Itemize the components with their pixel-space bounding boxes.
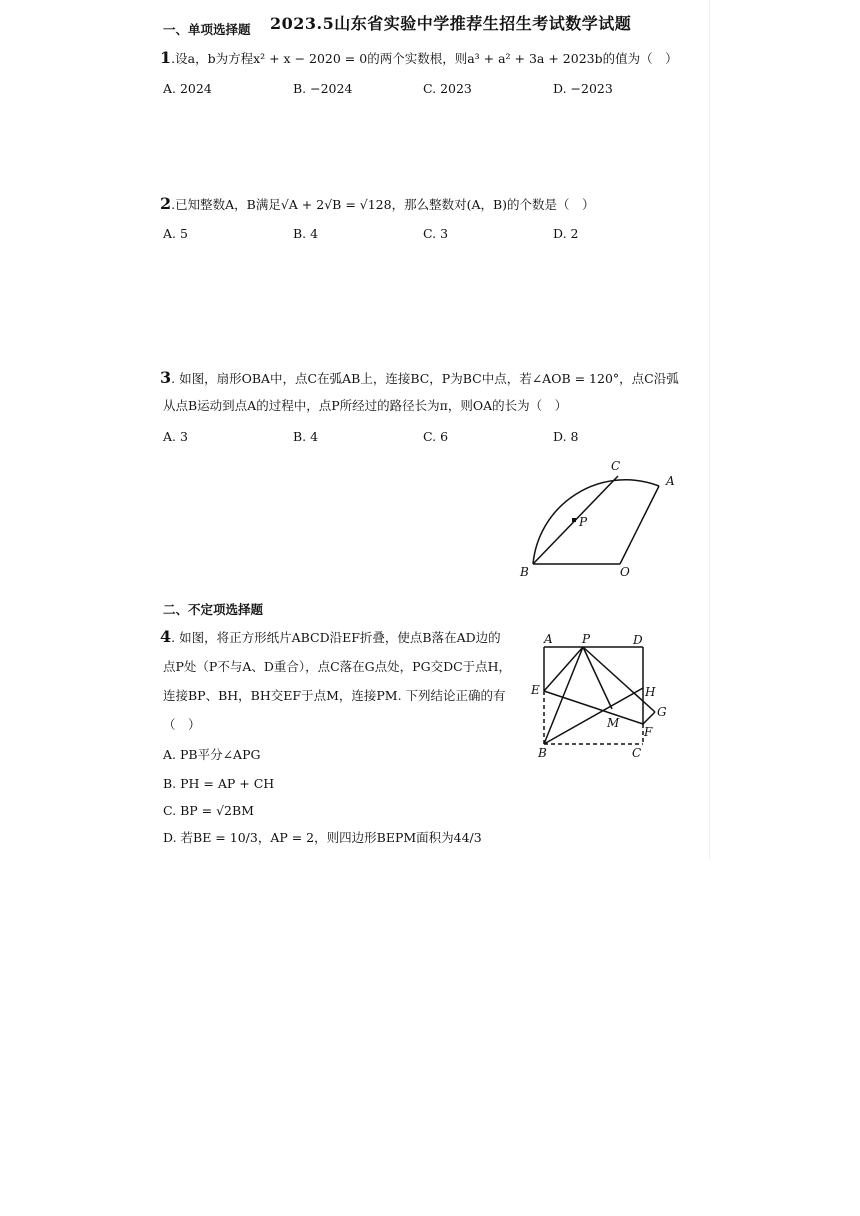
question-4-line-3: 连接BP、BH，BH交EF于点M，连接PM. 下列结论正确的有 [163,688,506,703]
question-2-number: 2 [160,194,172,213]
label-o: O [620,565,630,579]
q3-option-a: A. 3 [163,429,188,444]
question-3-text-1: . 如图，扇形OBA中，点C在弧AB上，连接BC，P为BC中点，若∠AOB = 120°，点C沿弧 [171,371,679,386]
question-1 [160,50,678,67]
q4-option-b: B. PH = AP + CH [163,776,275,791]
q3-option-d: D. 8 [553,429,579,444]
label-g: G [657,705,667,719]
question-1-text: .设a，b为方程x² + x − 2020 = 0的两个实数根，则a³ + a² + 3a + 2023b的值为（ ） [171,51,678,66]
q4-option-c: C. BP = √2BM [163,803,254,818]
q3-option-c: C. 6 [423,429,449,444]
label-p: P [579,515,588,529]
q2-option-d: D. 2 [553,226,579,241]
label-p: P [582,632,591,646]
arc-ab [533,480,659,564]
page-edge [709,0,710,860]
q1-option-b: B. −2024 [293,81,353,96]
question-3-number: 3 [160,368,172,387]
q2-option-b: B. 4 [293,226,319,241]
midpoint-p-marker [572,518,576,522]
q4-option-a: A. PB平分∠APG [163,747,261,762]
label-m: M [607,716,620,730]
segment-pm [583,647,612,709]
radius-oa [620,486,659,564]
label-c: C [632,746,642,760]
question-2-text: .已知整数A，B满足√A + 2√B = √128，那么整数对(A，B)的个数是（ ） [171,197,595,212]
question-4-number: 4 [160,627,172,646]
exam-title: 2023.5山东省实验中学推荐生招生考试数学试题 [270,14,632,33]
question-3-line-1 [160,370,679,387]
q2-option-a: A. 5 [163,226,188,241]
label-d: D [633,633,643,647]
folded-square-figure [527,628,677,763]
q1-option-d: D. −2023 [553,81,613,96]
label-b: B [538,746,547,760]
label-c: C [611,459,621,473]
section-heading-multi-choice: 二、不定项选择题 [163,602,264,617]
question-4-line-2: 点P处（P不与A、D重合），点C落在G点处，PG交DC于点H， [163,659,512,674]
segment-gf [643,712,655,724]
segment-ep [544,647,583,691]
segment-bp [544,647,583,744]
q3-option-b: B. 4 [293,429,319,444]
label-h: H [645,685,656,699]
question-4-line-4: （ ） [163,717,201,732]
q1-option-c: C. 2023 [423,81,472,96]
label-a: A [544,632,553,646]
question-3-line-2: 从点B运动到点A的过程中，点P所经过的路径长为π，则OA的长为（ ） [163,398,568,413]
question-4-text-1: . 如图，将正方形纸片ABCD沿EF折叠，使点B落在AD边的 [171,630,501,645]
label-a: A [666,474,675,488]
label-f: F [644,725,653,739]
question-4-line-1 [160,629,501,646]
label-b: B [520,565,529,579]
sector-figure [510,455,690,583]
label-e: E [531,683,540,697]
q1-option-a: A. 2024 [163,81,212,96]
q4-option-d: D. 若BE = 10/3，AP = 2，则四边形BEPM面积为44/3 [163,830,482,845]
question-2 [160,196,595,213]
q2-option-c: C. 3 [423,226,449,241]
question-1-number: 1 [160,48,172,67]
section-heading-single-choice: 一、单项选择题 [163,22,251,37]
